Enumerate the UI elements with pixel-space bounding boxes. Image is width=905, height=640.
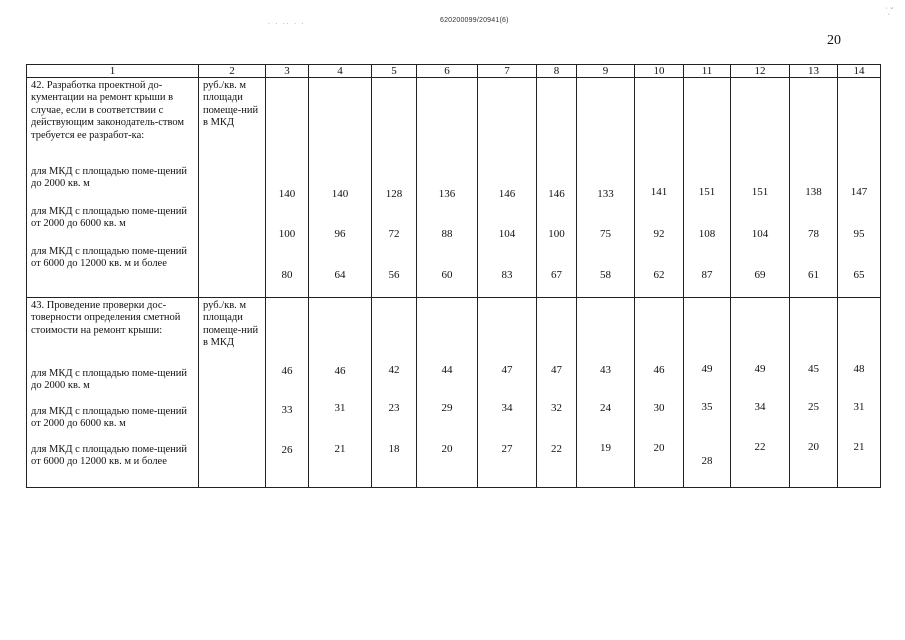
- unit-cell: руб./кв. м площади помеще-ний в МКД: [199, 78, 266, 298]
- value-cell: 80: [281, 269, 293, 281]
- value-cell: 30: [653, 402, 665, 414]
- value-cell: 92: [653, 228, 665, 240]
- column-header: 8: [537, 65, 577, 78]
- value-column: [537, 78, 577, 298]
- section-description: [27, 78, 199, 298]
- value-cell: 47: [501, 364, 513, 376]
- value-cell: 20: [653, 442, 665, 454]
- value-cell: 31: [334, 402, 346, 414]
- value-cell: 146: [498, 188, 516, 200]
- value-column: [635, 78, 684, 298]
- value-cell: 151: [751, 186, 769, 198]
- table-section-row: [27, 78, 881, 298]
- value-cell: 69: [754, 269, 766, 281]
- value-cell: 34: [754, 401, 766, 413]
- value-column: [309, 298, 372, 488]
- value-column: [684, 298, 731, 488]
- value-column: [684, 78, 731, 298]
- value-cell: 100: [278, 228, 296, 240]
- value-cell: 78: [808, 228, 819, 240]
- value-cell: 133: [597, 188, 614, 200]
- value-cell: 67: [551, 269, 562, 281]
- value-cell: 44: [441, 364, 453, 376]
- value-cell: 22: [754, 441, 766, 453]
- value-cell: 21: [334, 443, 346, 455]
- row-label: для МКД с площадью поме-щений от 2000 до 6000 кв. м: [31, 406, 187, 430]
- value-cell: 42: [388, 364, 400, 376]
- value-cell: 146: [548, 188, 565, 200]
- value-cell: 151: [698, 186, 716, 198]
- value-cell: 61: [808, 269, 819, 281]
- value-cell: 47: [551, 364, 562, 376]
- value-cell: 140: [331, 188, 349, 200]
- section-description: [27, 298, 199, 488]
- value-column: [478, 298, 537, 488]
- value-cell: 28: [701, 455, 713, 467]
- column-header: 6: [417, 65, 478, 78]
- value-column: [838, 298, 881, 488]
- value-cell: 58: [600, 269, 611, 281]
- value-cell: 140: [278, 188, 296, 200]
- value-column: [635, 298, 684, 488]
- value-column: [537, 298, 577, 488]
- column-header: 4: [309, 65, 372, 78]
- value-column: [577, 78, 635, 298]
- value-cell: 72: [388, 228, 400, 240]
- value-column: [372, 78, 417, 298]
- scan-artifact-mark: ˙ˌ˘: [885, 6, 893, 15]
- value-column: [790, 298, 838, 488]
- value-cell: 27: [501, 443, 513, 455]
- value-cell: 46: [281, 365, 293, 377]
- value-cell: 19: [600, 442, 611, 454]
- value-cell: 33: [281, 404, 293, 416]
- value-cell: 34: [501, 402, 513, 414]
- value-column: [478, 78, 537, 298]
- value-cell: 26: [281, 444, 293, 456]
- value-cell: 104: [498, 228, 516, 240]
- column-header: 5: [372, 65, 417, 78]
- value-cell: 138: [805, 186, 822, 198]
- column-header: 9: [577, 65, 635, 78]
- value-cell: 104: [751, 228, 769, 240]
- page-number: 20: [827, 33, 841, 48]
- value-cell: 23: [388, 402, 400, 414]
- value-cell: 64: [334, 269, 346, 281]
- value-cell: 60: [441, 269, 453, 281]
- value-cell: 31: [853, 401, 865, 413]
- value-cell: 100: [548, 228, 565, 240]
- value-cell: 20: [441, 443, 453, 455]
- value-cell: 75: [600, 228, 611, 240]
- scan-artifact-dots: . . .. . .: [268, 18, 306, 26]
- value-column: [372, 298, 417, 488]
- column-header: 1: [27, 65, 199, 78]
- value-cell: 147: [850, 186, 868, 198]
- value-cell: 96: [334, 228, 346, 240]
- value-cell: 21: [853, 441, 865, 453]
- value-column: [417, 298, 478, 488]
- value-column: [417, 78, 478, 298]
- unit-cell: руб./кв. м площади помеще-ний в МКД: [199, 298, 266, 488]
- value-cell: 108: [698, 228, 716, 240]
- value-column: [266, 78, 309, 298]
- value-cell: 95: [853, 228, 865, 240]
- row-label: для МКД с площадью поме-щений от 2000 до 6000 кв. м: [31, 206, 187, 230]
- value-cell: 49: [754, 363, 766, 375]
- table-section-row: [27, 298, 881, 488]
- value-cell: 136: [438, 188, 456, 200]
- tariff-table: [26, 64, 881, 488]
- value-column: [577, 298, 635, 488]
- column-header: 10: [635, 65, 684, 78]
- value-cell: 49: [701, 363, 713, 375]
- value-cell: 65: [853, 269, 865, 281]
- column-header: 3: [266, 65, 309, 78]
- value-column: [266, 298, 309, 488]
- column-header: 7: [478, 65, 537, 78]
- value-column: [731, 298, 790, 488]
- value-cell: 25: [808, 401, 819, 413]
- column-header: 13: [790, 65, 838, 78]
- column-header: 11: [684, 65, 731, 78]
- value-cell: 62: [653, 269, 665, 281]
- value-cell: 46: [653, 364, 665, 376]
- value-cell: 20: [808, 441, 819, 453]
- value-cell: 18: [388, 443, 400, 455]
- row-label: для МКД с площадью поме-щений от 6000 до 12000 кв. м и более: [31, 444, 187, 468]
- value-cell: 29: [441, 402, 453, 414]
- value-cell: 43: [600, 364, 611, 376]
- value-cell: 35: [701, 401, 713, 413]
- value-cell: 46: [334, 365, 346, 377]
- value-cell: 83: [501, 269, 513, 281]
- value-cell: 87: [701, 269, 713, 281]
- section-title: 42. Разработка проектной до-кументации на ремонт крыши в случае, если в соответствии с действующим законодатель-ством требуется ее разработ-ка:: [31, 80, 185, 141]
- section-title: 43. Проведение проверки дос-товерности определения сметной стоимости на ремонт крыши:: [31, 300, 181, 336]
- value-cell: 32: [551, 402, 562, 414]
- value-cell: 141: [650, 186, 668, 198]
- value-column: [309, 78, 372, 298]
- value-cell: 22: [551, 443, 562, 455]
- row-label: для МКД с площадью поме-щений от 6000 до 12000 кв. м и более: [31, 246, 187, 270]
- value-cell: 88: [441, 228, 453, 240]
- value-column: [731, 78, 790, 298]
- table-header-row: [27, 65, 881, 78]
- column-header: 2: [199, 65, 266, 78]
- value-cell: 56: [388, 269, 400, 281]
- value-cell: 45: [808, 363, 819, 375]
- row-label: для МКД с площадью поме-щений до 2000 кв. м: [31, 166, 187, 190]
- column-header: 12: [731, 65, 790, 78]
- column-header: 14: [838, 65, 881, 78]
- value-cell: 48: [853, 363, 865, 375]
- value-column: [790, 78, 838, 298]
- value-cell: 24: [600, 402, 611, 414]
- document-id: 620200099/20941(6): [440, 17, 509, 24]
- value-cell: 128: [385, 188, 403, 200]
- value-column: [838, 78, 881, 298]
- row-label: для МКД с площадью поме-щений до 2000 кв. м: [31, 368, 187, 392]
